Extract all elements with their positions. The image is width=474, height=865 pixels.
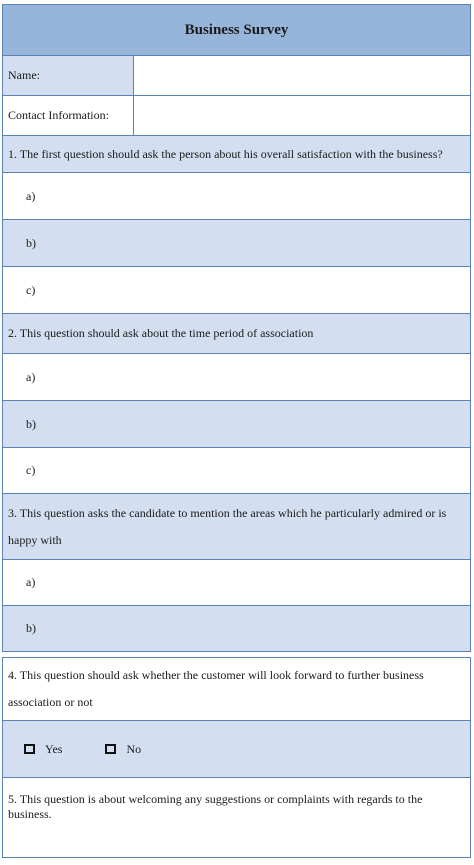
q3-option-b[interactable]: b) <box>2 606 471 652</box>
yes-checkbox[interactable] <box>24 744 35 754</box>
name-label: Name: <box>3 56 134 95</box>
form-title: Business Survey <box>2 4 471 56</box>
q1-option-b[interactable]: b) <box>2 220 471 267</box>
question-4: 4. This question should ask whether the customer will look forward to further business association or not <box>2 657 471 721</box>
question-3: 3. This question asks the candidate to mention the areas which he particularly admired or is happy with <box>2 494 471 560</box>
survey-form <box>2 4 471 858</box>
q1-option-a[interactable]: a) <box>2 173 471 220</box>
no-option[interactable] <box>105 742 141 757</box>
yes-option[interactable] <box>24 742 62 757</box>
question-2: 2. This question should ask about the time period of association <box>2 314 471 354</box>
contact-row <box>2 96 471 136</box>
question-1: 1. The first question should ask the person about his overall satisfaction with the business? <box>2 136 471 173</box>
no-checkbox[interactable] <box>105 744 116 754</box>
name-row <box>2 56 471 96</box>
q2-option-a[interactable]: a) <box>2 354 471 401</box>
yes-label: Yes <box>45 741 63 756</box>
q3-option-a[interactable]: a) <box>2 560 471 606</box>
q2-option-c[interactable]: c) <box>2 448 471 494</box>
q1-option-c[interactable]: c) <box>2 267 471 314</box>
name-field[interactable] <box>134 56 470 95</box>
contact-field[interactable] <box>134 96 470 135</box>
no-label: No <box>126 741 142 756</box>
yes-no-row <box>2 721 471 778</box>
contact-label: Contact Information: <box>3 96 134 135</box>
q2-option-b[interactable]: b) <box>2 401 471 448</box>
question-5[interactable]: 5. This question is about welcoming any suggestions or complaints with regards to the business. <box>2 778 471 858</box>
